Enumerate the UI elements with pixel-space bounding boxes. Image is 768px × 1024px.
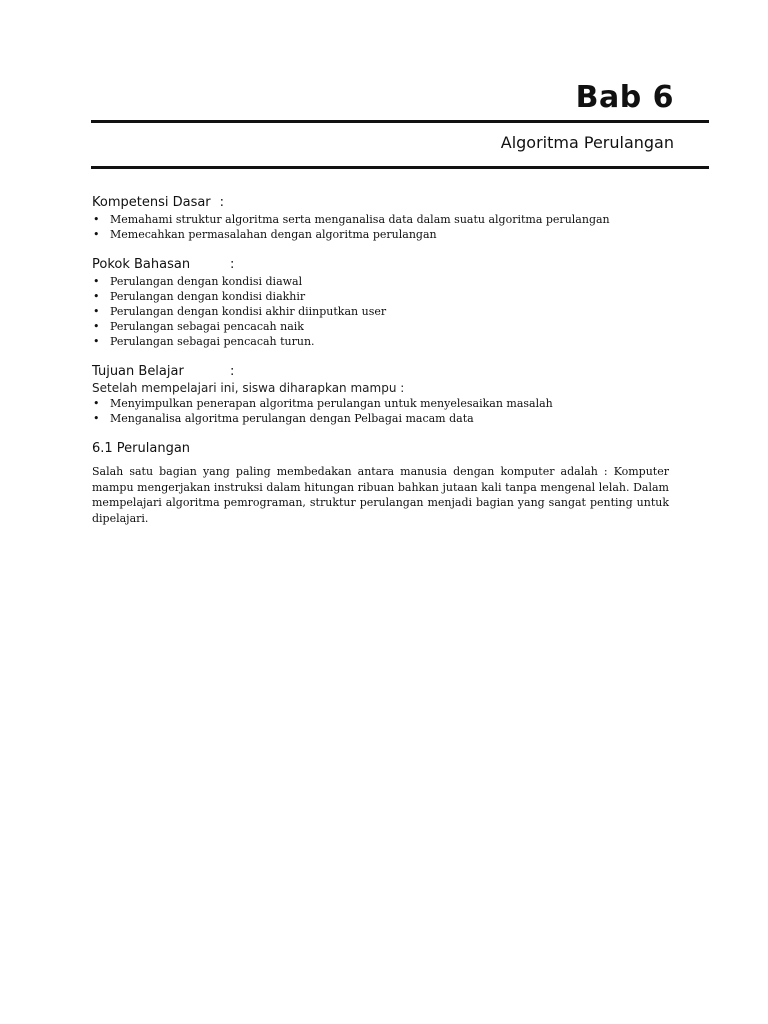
list-item <box>92 274 670 289</box>
bullet-icon: • <box>93 335 100 348</box>
list-item <box>92 289 670 304</box>
chapter-title: Algoritma Perulangan <box>500 133 674 152</box>
kompetensi-heading <box>92 194 670 212</box>
bullet-icon: • <box>93 320 100 333</box>
tujuan-heading-label: Tujuan Belajar <box>92 364 184 379</box>
list-item-text: Perulangan sebagai pencacah turun. <box>110 335 315 348</box>
page-content <box>92 194 670 526</box>
kompetensi-list <box>92 212 670 242</box>
bullet-icon: • <box>93 397 100 410</box>
pokok-list <box>92 274 670 349</box>
bullet-icon: • <box>93 228 100 241</box>
list-item-text: Menyimpulkan penerapan algoritma perulangan untuk menyelesaikan masalah <box>110 397 553 410</box>
kompetensi-heading-label: Kompetensi Dasar <box>92 195 211 210</box>
kompetensi-heading-colon: : <box>219 195 225 210</box>
list-item <box>92 411 670 426</box>
bullet-icon: • <box>93 290 100 303</box>
list-item <box>92 304 670 319</box>
bullet-icon: • <box>93 305 100 318</box>
tujuan-list <box>92 396 670 426</box>
tujuan-heading <box>92 363 670 381</box>
chapter-number: Bab 6 <box>575 80 674 115</box>
bullet-icon: • <box>93 275 100 288</box>
list-item-text: Menganalisa algoritma perulangan dengan Pelbagai macam data <box>110 412 474 425</box>
list-item <box>92 319 670 334</box>
list-item <box>92 227 670 242</box>
list-item-text: Memahami struktur algoritma serta menganalisa data dalam suatu algoritma perulangan <box>110 213 610 226</box>
bullet-icon: • <box>93 412 100 425</box>
list-item <box>92 396 670 411</box>
list-item <box>92 212 670 227</box>
list-item-text: Memecahkan permasalahan dengan algoritma perulangan <box>110 228 437 241</box>
list-item <box>92 334 670 349</box>
bullet-icon: • <box>93 213 100 226</box>
pokok-heading <box>92 256 670 274</box>
list-item-text: Perulangan dengan kondisi diawal <box>110 275 303 288</box>
section-paragraph: Salah satu bagian yang paling membedakan antara manusia dengan komputer adalah : Komputer mampu mengerjakan instruksi dalam hitungan ribuan bahkan jutaan kali tanpa mengenal lelah. Dalam mempelajari algoritma pemrograman, struktur perulangan menjadi bagian yang sangat penting untuk dipelajari. <box>92 465 669 525</box>
pokok-heading-colon: : <box>230 257 235 272</box>
tujuan-heading-colon: : <box>230 364 235 379</box>
list-item-text: Perulangan dengan kondisi diakhir <box>110 290 306 303</box>
tujuan-intro: Setelah mempelajari ini, siswa diharapkan mampu : <box>92 381 405 395</box>
section-title: 6.1 Perulangan <box>92 441 191 456</box>
pokok-heading-label: Pokok Bahasan <box>92 257 191 272</box>
bottom-rule <box>91 166 709 169</box>
list-item-text: Perulangan sebagai pencacah naik <box>110 320 304 333</box>
list-item-text: Perulangan dengan kondisi akhir diinputkan user <box>110 305 387 318</box>
top-rule <box>91 120 709 123</box>
